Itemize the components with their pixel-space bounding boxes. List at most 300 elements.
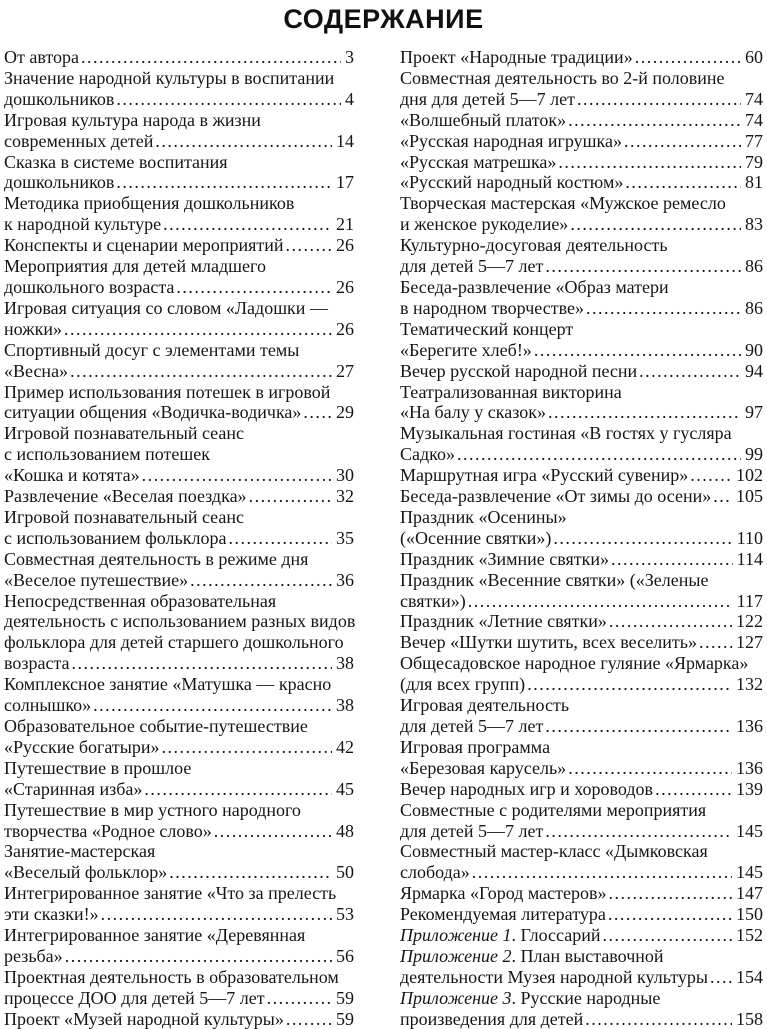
toc-line <box>4 361 354 382</box>
toc-entry-text <box>4 591 276 611</box>
toc-entry-text <box>4 298 328 318</box>
toc-text-segment: Культурно-досуговая деятельность <box>400 235 668 256</box>
toc-entry-text <box>400 361 637 382</box>
dot-leader <box>637 361 741 382</box>
dot-leader <box>551 528 732 549</box>
toc-text-segment: Проект «Музей народной культуры» <box>4 1008 284 1029</box>
dot-leader <box>606 904 732 925</box>
dot-leader <box>212 821 332 842</box>
toc-entry <box>400 737 763 779</box>
toc-entry-text <box>4 632 344 652</box>
dot-leader <box>543 821 732 842</box>
toc-entry-text <box>4 444 210 464</box>
toc-entry-text <box>400 382 622 402</box>
toc-line <box>400 591 763 612</box>
dot-leader <box>140 465 332 486</box>
toc-line <box>400 904 763 925</box>
toc-entry <box>4 193 354 235</box>
toc-entry <box>4 298 354 340</box>
toc-entry-text <box>400 298 584 319</box>
toc-entry <box>4 423 354 486</box>
toc-entry <box>400 486 763 507</box>
page-number: 56 <box>336 945 354 966</box>
page-number: 79 <box>745 151 763 172</box>
toc-line <box>400 235 763 256</box>
toc-entry-text <box>4 152 228 172</box>
dot-leader <box>633 47 741 68</box>
toc-line <box>400 486 763 507</box>
toc-entry-text <box>400 402 546 423</box>
toc-line <box>400 883 763 904</box>
toc-text-segment: Праздник «Осенины» <box>400 506 567 527</box>
toc-line <box>4 507 354 528</box>
toc-line <box>400 716 763 737</box>
toc-entry-text <box>4 402 301 423</box>
dot-leader <box>167 862 332 883</box>
toc-text-segment: (для всех групп) <box>400 674 526 695</box>
toc-entry-text <box>400 946 664 966</box>
toc-entry-text <box>400 758 566 779</box>
toc-line <box>400 68 763 89</box>
toc-line <box>4 779 354 800</box>
toc-line <box>4 653 354 674</box>
toc-entry-text <box>4 737 160 758</box>
toc-entry-text <box>400 674 525 695</box>
toc-line <box>400 402 763 423</box>
toc-line <box>400 256 763 277</box>
page-number: 50 <box>336 862 354 883</box>
toc-entry-text <box>400 444 455 465</box>
toc-entry-text <box>400 256 543 277</box>
toc-text-segment: Методика приобщения дошкольников <box>4 193 295 214</box>
toc-text-segment: Вечер «Шутки шутить, всех веселить» <box>400 632 697 653</box>
toc-entry-text <box>4 193 294 213</box>
toc-line <box>4 172 354 193</box>
page-number: 127 <box>736 632 763 653</box>
toc-text-segment: Непосредственная образовательная <box>4 590 277 611</box>
toc-line <box>4 235 354 256</box>
toc-text-segment: Образовательное событие-путешествие <box>4 716 308 736</box>
page-number: 4 <box>345 88 354 109</box>
toc-entry <box>4 235 354 256</box>
toc-line <box>400 841 763 862</box>
toc-line <box>400 800 763 821</box>
toc-line <box>4 758 354 779</box>
toc-entry-text <box>4 674 331 694</box>
toc-entry-text <box>4 110 261 130</box>
toc-text-segment: слобода» <box>400 862 470 883</box>
toc-text-segment: Садко» <box>400 444 455 465</box>
toc-entry-text <box>4 695 91 716</box>
toc-text-segment: к народной культуре <box>4 214 162 235</box>
toc-entry-text <box>400 611 607 632</box>
toc-text-segment: для детей 5—7 лет <box>400 820 544 841</box>
toc-text-segment: Вечер народных игр и хороводов <box>400 778 654 799</box>
toc-text-segment: «Кошка и котята» <box>4 465 140 486</box>
dot-leader <box>62 319 332 340</box>
page-number: 139 <box>736 778 763 799</box>
toc-entry <box>4 716 354 758</box>
toc-entry <box>400 465 763 486</box>
page-number: 14 <box>336 130 354 151</box>
page-number: 27 <box>336 360 354 381</box>
toc-line <box>400 172 763 193</box>
toc-line <box>4 68 354 89</box>
toc-line <box>4 695 354 716</box>
dot-leader <box>622 131 741 152</box>
page-number: 94 <box>745 360 763 381</box>
toc-text-segment: резьба» <box>4 945 63 966</box>
dot-leader <box>284 1009 332 1029</box>
toc-entry-text <box>4 779 142 800</box>
toc-line <box>400 47 763 68</box>
dot-leader <box>688 465 732 486</box>
page-number: 136 <box>736 757 763 778</box>
toc-entry <box>400 988 763 1029</box>
toc-entry <box>4 68 354 110</box>
page-number: 74 <box>745 88 763 109</box>
toc-line <box>4 925 354 946</box>
toc-entry <box>400 110 763 131</box>
toc-entry <box>400 47 763 68</box>
toc-entry-text <box>400 47 633 68</box>
toc-text-segment: Сказка в системе воспитания <box>4 151 228 172</box>
toc-entry <box>400 695 763 737</box>
toc-entry <box>4 110 354 152</box>
toc-line <box>400 319 763 340</box>
toc-line <box>400 695 763 716</box>
toc-entry <box>400 319 763 361</box>
toc-text-segment: «Весна» <box>4 360 69 381</box>
toc-entry-text <box>4 361 68 382</box>
toc-entry <box>400 611 763 632</box>
page-number: 105 <box>736 486 763 507</box>
page-number: 147 <box>736 883 763 904</box>
toc-line <box>4 1009 354 1029</box>
toc-entry-text <box>4 967 339 987</box>
dot-leader <box>63 946 332 967</box>
toc-entry-text <box>400 152 556 173</box>
toc-entry-text <box>400 841 708 861</box>
toc-line <box>4 591 354 612</box>
toc-line <box>4 570 354 591</box>
toc-entry <box>4 549 354 591</box>
toc-text-segment: «Русские богатыри» <box>4 736 160 757</box>
toc-entry-text <box>4 1009 284 1029</box>
toc-line <box>4 988 354 1009</box>
toc-text-segment: произведения для детей <box>400 1008 584 1029</box>
toc-line <box>4 841 354 862</box>
toc-entry-text <box>400 800 706 820</box>
dot-leader <box>265 988 332 1009</box>
toc-text-segment: Занятие-мастерская <box>4 841 156 862</box>
dot-leader <box>532 340 741 361</box>
toc-line <box>400 528 763 549</box>
dot-leader <box>600 925 732 946</box>
toc-text-segment: современных детей <box>4 130 154 151</box>
toc-entry-text <box>4 904 99 925</box>
toc-entry <box>400 632 763 653</box>
toc-entry-text <box>400 904 606 925</box>
dot-leader <box>546 402 741 423</box>
toc-text-segment: Вечер русской народной песни <box>400 360 638 381</box>
toc-line <box>4 256 354 277</box>
page-number: 53 <box>336 904 354 925</box>
toc-entry-text <box>4 800 301 820</box>
toc-text-segment: Игровой познавательный сеанс <box>4 506 244 527</box>
toc-entry-text <box>400 653 748 673</box>
toc-entry <box>400 68 763 110</box>
toc-text-segment: Совместная деятельность во 2-й половине <box>400 67 725 88</box>
toc-entry-text <box>400 486 711 507</box>
toc-line <box>4 423 354 444</box>
toc-entry-text <box>4 68 334 88</box>
toc-entry-text <box>400 862 470 883</box>
toc-text-segment: Игровая деятельность <box>400 695 570 716</box>
page-number: 48 <box>336 820 354 841</box>
toc-line <box>4 152 354 173</box>
toc-entry-text <box>400 528 551 549</box>
toc-text-segment: Ярмарка «Город мастеров» <box>400 883 607 904</box>
toc-line <box>400 967 763 988</box>
dot-leader <box>584 298 741 319</box>
toc-entry-text <box>4 277 174 298</box>
toc-text-italic-segment: Приложение 3 <box>400 987 512 1008</box>
page-number: 30 <box>336 465 354 486</box>
toc-line <box>4 674 354 695</box>
toc-text-segment: деятельность с использованием разных видов <box>4 611 356 632</box>
dot-leader <box>455 444 741 465</box>
toc-entry <box>4 883 354 925</box>
toc-text-segment: Игровая культура народа в жизни <box>4 109 261 130</box>
page-number: 150 <box>736 904 763 925</box>
toc-entry <box>400 904 763 925</box>
page-number: 32 <box>336 486 354 507</box>
toc-line <box>400 821 763 842</box>
page-number: 60 <box>745 47 763 67</box>
dot-leader <box>174 277 332 298</box>
toc-entry <box>4 925 354 967</box>
toc-text-segment: Мероприятия для детей младшего <box>4 256 266 277</box>
dot-leader <box>91 695 332 716</box>
toc-entry-text <box>400 68 725 88</box>
toc-entry-text <box>4 214 161 235</box>
toc-text-segment: святки») <box>400 590 466 611</box>
toc-entry <box>4 800 354 842</box>
toc-text-segment: Спортивный досуг с элементами темы <box>4 339 300 360</box>
toc-entry-text <box>400 1009 583 1029</box>
page-number: 114 <box>736 548 763 569</box>
toc-line <box>400 674 763 695</box>
toc-text-segment: процессе ДОО для детей 5—7 лет <box>4 987 265 1008</box>
toc-line <box>4 716 354 737</box>
dot-leader <box>543 256 741 277</box>
toc-entry-text <box>4 611 355 631</box>
toc-entry-text <box>4 319 62 340</box>
page-title: СОДЕРЖАНИЕ <box>283 4 484 34</box>
toc-text-segment: деятельности Музея народной культуры <box>400 966 708 987</box>
page-number: 81 <box>745 172 763 193</box>
toc-text-segment: Театрализованная викторина <box>400 381 622 402</box>
toc-line <box>400 611 763 632</box>
page-number: 117 <box>736 590 763 611</box>
page-number: 77 <box>745 130 763 151</box>
page-number: 45 <box>336 778 354 799</box>
toc-line <box>4 800 354 821</box>
toc-entry-text <box>4 172 114 193</box>
toc-text-segment: Беседа-развлечение «От зимы до осени» <box>400 486 712 507</box>
toc-entry-text <box>4 423 244 443</box>
toc-entry-text <box>400 925 600 946</box>
toc-text-segment: Пример использования потешек в игровой <box>4 381 331 402</box>
toc-text-segment: От автора <box>4 47 80 67</box>
page-number: 26 <box>336 318 354 339</box>
toc-entry <box>4 507 354 549</box>
toc-entry-text <box>400 716 543 737</box>
toc-line <box>400 925 763 946</box>
toc-entry-text <box>400 172 623 193</box>
toc-entry <box>400 653 763 695</box>
toc-columns <box>4 47 763 1029</box>
toc-entry <box>400 361 763 382</box>
toc-entry-text <box>4 758 191 778</box>
toc-line <box>4 340 354 361</box>
toc-line <box>4 632 354 653</box>
toc-text-segment: . План выставочной <box>511 945 664 966</box>
page-number: 3 <box>345 47 354 67</box>
toc-entry-text <box>400 549 609 570</box>
toc-text-segment: Общесадовское народное гуляние «Ярмарка» <box>400 653 749 674</box>
page-number: 152 <box>736 925 763 946</box>
toc-text-segment: Маршрутная игра «Русский сувенир» <box>400 465 689 486</box>
dot-leader <box>708 967 732 988</box>
toc-line <box>4 277 354 298</box>
toc-text-segment: для детей 5—7 лет <box>400 716 544 736</box>
toc-line <box>400 758 763 779</box>
toc-entry <box>4 256 354 298</box>
toc-text-italic-segment: Приложение 2 <box>400 945 512 966</box>
toc-text-segment: . Русские народные <box>511 987 661 1008</box>
toc-entry-text <box>400 632 697 653</box>
dot-leader <box>566 758 732 779</box>
page-number: 35 <box>336 527 354 548</box>
page-number: 154 <box>736 966 763 987</box>
toc-text-segment: ножки» <box>4 318 62 339</box>
page-number: 86 <box>745 256 763 277</box>
toc-entry-text <box>4 465 140 486</box>
toc-line <box>400 193 763 214</box>
toc-entry-text <box>400 110 566 131</box>
page-number: 145 <box>736 820 763 841</box>
dot-leader <box>284 235 332 256</box>
toc-text-segment: Творческая мастерская «Мужское ремесло <box>400 193 726 214</box>
toc-entry-text <box>4 528 226 549</box>
toc-line <box>4 89 354 110</box>
dot-leader <box>99 904 332 925</box>
toc-entry-text <box>400 340 532 361</box>
toc-text-segment: . Глоссарий <box>511 925 601 946</box>
toc-entry <box>4 1009 354 1029</box>
page-number: 122 <box>736 611 763 632</box>
toc-entry-text <box>4 570 188 591</box>
dot-leader <box>609 549 733 570</box>
toc-text-segment: Значение народной культуры в воспитании <box>4 67 335 88</box>
toc-line <box>4 821 354 842</box>
toc-entry-text <box>400 507 567 527</box>
page-number: 26 <box>336 235 354 256</box>
toc-text-segment: с использованием потешек <box>4 444 210 465</box>
toc-column-1 <box>4 47 354 1029</box>
toc-entry-text <box>4 131 153 152</box>
dot-leader <box>161 214 332 235</box>
page-number: 90 <box>745 339 763 360</box>
dot-leader <box>188 570 332 591</box>
toc-entry-text <box>400 214 568 235</box>
toc-line <box>400 89 763 110</box>
toc-text-segment: Проект «Народные традиции» <box>400 47 633 67</box>
toc-line <box>400 1009 763 1029</box>
toc-entry <box>400 131 763 152</box>
toc-line <box>4 444 354 465</box>
toc-text-segment: творчества «Родное слово» <box>4 820 212 841</box>
toc-text-segment: Путешествие в мир устного народного <box>4 799 301 820</box>
page-number: 136 <box>736 716 763 736</box>
toc-text-segment: Конспекты и сценарии мероприятий <box>4 235 284 256</box>
page-number: 83 <box>745 214 763 235</box>
toc-entry-text <box>400 235 668 255</box>
toc-text-segment: «Старинная изба» <box>4 778 143 799</box>
toc-text-segment: возраста <box>4 653 70 674</box>
page-number: 38 <box>336 653 354 674</box>
toc-entry <box>4 758 354 800</box>
toc-text-segment: «Веселый фольклор» <box>4 862 168 883</box>
toc-entry-text <box>4 89 114 110</box>
toc-text-segment: Путешествие в прошлое <box>4 757 192 778</box>
toc-entry <box>4 841 354 883</box>
toc-text-segment: дошкольников <box>4 88 115 109</box>
dot-leader <box>653 779 732 800</box>
toc-entry-text <box>4 235 284 256</box>
toc-entry-text <box>400 193 726 213</box>
page-number: 97 <box>745 402 763 423</box>
toc-line <box>400 737 763 758</box>
toc-line <box>4 214 354 235</box>
toc-entry <box>400 883 763 904</box>
toc-entry-text <box>4 382 330 402</box>
toc-line <box>400 779 763 800</box>
toc-text-italic-segment: Приложение 1 <box>400 925 512 946</box>
toc-text-segment: Комплексное занятие «Матушка — красно <box>4 674 332 695</box>
toc-text-segment: Совместная деятельность в режиме дня <box>4 548 309 569</box>
dot-leader <box>70 653 332 674</box>
toc-text-segment: «Русский народный костюм» <box>400 172 624 193</box>
toc-column-2 <box>400 47 763 1029</box>
toc-text-segment: Интегрированное занятие «Деревянная <box>4 925 306 946</box>
dot-leader <box>68 361 332 382</box>
toc-entry-text <box>400 695 569 715</box>
toc-entry-text <box>4 883 336 903</box>
dot-leader <box>153 131 332 152</box>
page-number: 17 <box>336 172 354 193</box>
toc-entry-text <box>400 883 607 904</box>
toc-entry <box>400 507 763 549</box>
toc-entry <box>4 486 354 507</box>
toc-line <box>400 946 763 967</box>
dot-leader <box>623 172 741 193</box>
toc-entry-text <box>400 967 708 988</box>
toc-text-segment: дошкольников <box>4 172 115 193</box>
page-number: 26 <box>336 276 354 297</box>
